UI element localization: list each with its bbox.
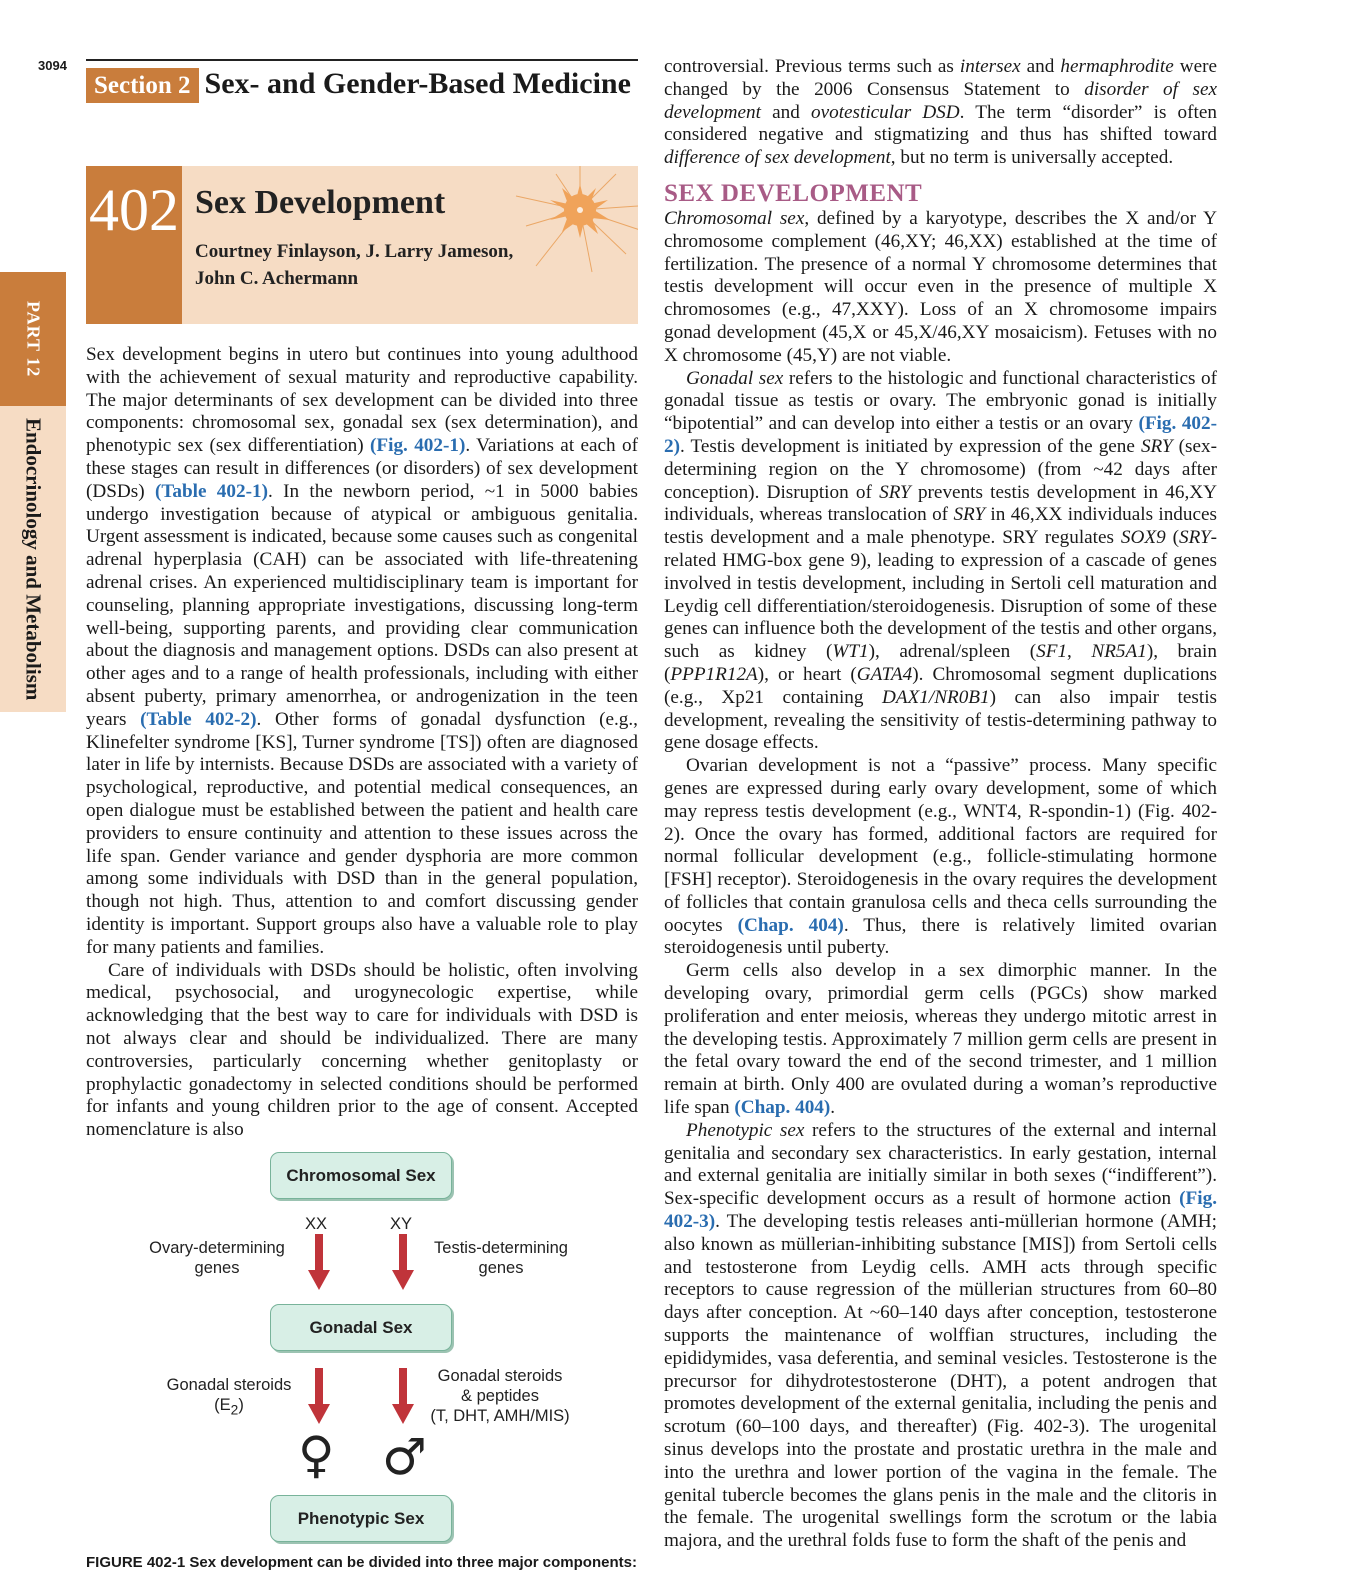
label-xx: XX xyxy=(305,1215,328,1233)
arrow-down-icon xyxy=(392,1234,414,1290)
side-tab-part xyxy=(0,272,66,406)
label-gonadal-steroids-e2: Gonadal steroids $(E_2)$ xyxy=(166,1376,292,1418)
section-tag: Section 2 xyxy=(86,68,199,103)
chapter-header xyxy=(86,166,638,324)
left-paragraph-1: Sex development begins in utero but continues into young adulthood with the achievement of sexual maturity and reproductive capability. The major determinants of sex development can be divided into three components: chromosomal sex, gonadal sex (sex determination), and phenotypic sex (sex differentiation) (Fig. 402-1). Variations at each of these stages can result in differences (or disorders) of sex development (DSDs) (Table 402-1). In the newborn period, ~1 in 5000 babies undergo investigation because of atypical or ambiguous genitalia. Urgent assessment is indicated, because some causes such as congenital adrenal hyperplasia (CAH) can be associated with life-threatening adrenal crises. An experienced multidisciplinary team is important for counseling, planning appropriate investigations, discussing long-term well-being, supporting parents, and providing clear communication about the diagnosis and management options. DSDs can also present at other ages and to a range of health professionals, including with either absent puberty, primary amenorrhea, or androgenization in the teen years (Table 402-2). Other forms of gonadal dysfunction (e.g., Klinefelter syndrome [KS], Turner syndrome [TS]) often are diagnosed later in life by internists. Because DSDs are associated with a variety of psychological, reproductive, and potential medical consequences, an open dialogue must be established between the patient and health care providers to ensure continuity and attention to these issues across the life span. Gender variance and gender dysphoria are more common among some individuals with DSD than in the general population, though not high. Thus, attention to and comfort discussing gender identity is important. Support groups also have a valuable role to play for many patients and families. xyxy=(86,344,638,958)
section-header xyxy=(86,66,646,106)
label-xy: XY xyxy=(390,1215,413,1233)
chapter-title: Sex Development xyxy=(195,184,446,221)
page-number: 3094 xyxy=(38,58,67,73)
ref-link-fig-402-2[interactable]: (Fig. 402-2) xyxy=(664,413,1217,457)
right-paragraph-3: Ovarian development is not a “passive” process. Many specific genes are expressed during early ovary development, some of which may repress testis development (e.g., WNT4, R-spondin-1) (Fig. 402-2). Once the ovary has formed, additional factors are required for normal follicular development (e.g., follicle-stimulating hormone [FSH] receptor). Steroidogenesis in the ovary requires the development of follicles that contain granulosa cells and theca cells surrounding the oocytes (Chap. 404). Thus, there is relatively limited ovarian steroidogenesis until puberty. xyxy=(664,755,1218,959)
figure-402-1 xyxy=(86,1140,638,1560)
section-title: Sex- and Gender-Based Medicine xyxy=(204,67,631,100)
label-gonadal-steroids-peptides: Gonadal steroids & peptides (T, DHT, AMH/MIS) xyxy=(430,1367,570,1425)
label-ovary-determining-genes: Ovary-determining genes xyxy=(149,1239,285,1277)
section-rule xyxy=(86,59,638,61)
side-tab-part-label: PART 12 xyxy=(23,300,44,378)
section-heading-sex-development: SEX DEVELOPMENT xyxy=(664,179,923,207)
ref-link-table-402-1[interactable]: (Table 402-1) xyxy=(154,480,268,502)
right-paragraph-5: Phenotypic sex refers to the structures of the external and internal genitalia and secondary sex characteristics. In early gestation, internal and external genitalia are initially similar in both sexes (“indifferent”). Sex-specific development occurs as a result of hormone action (Fig. 402-3). The developing testis releases anti-müllerian hormone (AMH; also known as müllerian-inhibiting substance [MIS]) from Sertoli cells and testosterone from Leydig cells. AMH acts through specific receptors to cause regression of the müllerian structures from 60–80 days after conception. At ~60–140 days after conception, testosterone supports the maintenance of wolffian structures, including the epididymides, vasa deferentia, and seminal vesicles. Testosterone is the precursor for dihydrotestosterone (DHT), a potent androgen that promotes development of the external genitalia, including the penis and scrotum (60–100 days, and thereafter) (Fig. 402-3). The urogenital sinus develops into the prostate and prostatic urethra in the male and into the urethra and lower portion of the vagina in the female. The genital tubercle becomes the glans penis in the male and the clitoris in the female. The urogenital swellings form the scrotum or the labia majora, and the urethral folds fuse to form the shaft of the penis and xyxy=(664,1119,1217,1552)
box-gonadal-sex: Gonadal Sex xyxy=(270,1304,452,1351)
arrow-down-icon xyxy=(392,1368,414,1424)
right-paragraph-0: controversial. Previous terms such as intersex and hermaphrodite were changed by the 2006 Consensus Statement to disorder of sex development and ovotesticular DSD. The term “disorder” is often considered negative and stigmatizing and thus has shifted toward difference of sex development, but no term is universally accepted. xyxy=(664,56,1217,169)
arrow-down-icon xyxy=(308,1368,330,1424)
ref-link-fig-402-1[interactable]: (Fig. 402-1) xyxy=(370,435,466,457)
ref-link-table-402-2[interactable]: (Table 402-2) xyxy=(140,708,257,730)
left-paragraph-2: Care of individuals with DSDs should be holistic, often involving medical, psychosocial, and urogynecologic expertise, while acknowledging that the best way to care for individuals with DSD is not always clear and should be individualized. There are many controversies, particularly concerning whether genitoplasty or prophylactic gonadectomy in selected conditions should be performed for infants and young children prior to the age of consent. Accepted nomenclature is also xyxy=(86,959,638,1141)
right-column xyxy=(664,56,1217,1553)
ref-link-chap-404[interactable]: (Chap. 404) xyxy=(737,914,844,936)
left-column xyxy=(86,344,638,1142)
side-tab-topic xyxy=(0,406,66,712)
chapter-authors xyxy=(195,238,513,292)
ink-splash-icon xyxy=(496,166,638,324)
chapter-number: 402 xyxy=(89,177,179,243)
female-symbol-icon: ♀ xyxy=(298,1426,335,1484)
right-paragraph-4: Germ cells also develop in a sex dimorphic manner. In the developing ovary, primordial germ cells (PGCs) show marked proliferation and enter meiosis, whereas they undergo mitotic arrest in the developing testis. Approximately 7 million germ cells are present in the fetal ovary toward the end of the second trimester, and 1 million remain at birth. Only 400 are ovulated during a woman’s reproductive life span (Chap. 404). xyxy=(664,960,1217,1119)
ref-link-chap-404-b[interactable]: (Chap. 404) xyxy=(734,1097,831,1119)
ref-link-fig-402-3[interactable]: (Fig. 402-3) xyxy=(664,1188,1217,1233)
box-chromosomal-sex: Chromosomal Sex xyxy=(270,1152,452,1199)
authors-line-2: John C. Achermann xyxy=(195,268,359,289)
authors-line-1: Courtney Finlayson, J. Larry Jameson, xyxy=(195,241,514,262)
side-tab-topic-label: Endocrinology and Metabolism xyxy=(21,417,46,701)
box-phenotypic-sex: Phenotypic Sex xyxy=(270,1495,452,1542)
label-testis-determining-genes: Testis-determining genes xyxy=(434,1239,568,1277)
male-symbol-icon: ♂ xyxy=(382,1428,427,1486)
right-paragraph-1: Chromosomal sex, defined by a karyotype, describes the X and/or Y chromosome complement (46,XY; 46,XX) established at the time of fertilization. The presence of a normal Y chromosome determines that testis development will occur even in the presence of multiple X chromosomes (e.g., 47,XXY). Loss of an X chromosome impairs gonad development (45,X or 45,X/46,XY mosaicism). Fetuses with no X chromosome (45,Y) are not viable. xyxy=(664,207,1217,366)
arrow-down-icon xyxy=(308,1234,330,1290)
chapter-number-block xyxy=(86,166,182,324)
right-paragraph-2: Gonadal sex refers to the histologic and functional characteristics of gonadal tissue as testis or ovary. The embryonic gonad is initially “bipotential” and can develop into either a testis or an ovary (Fig. 402-2). Testis development is initiated by expression of the gene SRY (sex-determining region on the Y chromosome) (from ~42 days after conception). Disruption of SRY prevents testis development in 46,XY individuals, whereas translocation of SRY in 46,XX individuals induces testis development and a male phenotype. SRY regulates SOX9 (SRY-related HMG-box gene 9), leading to expression of a cascade of genes involved in testis development, including in Sertoli cell maturation and Leydig cell differentiation/steroidogenesis. Disruption of some of these genes can influence both the development of the testis and other organs, such as kidney (WT1), adrenal/spleen (SF1, NR5A1), brain (PPP1R12A), or heart (GATA4). Chromosomal segment duplications (e.g., Xp21 containing DAX1/NR0B1) can also impair testis development, revealing the sensitivity of testis-determining pathway to gene dosage effects. xyxy=(664,367,1218,754)
figure-caption: FIGURE 402-1 Sex development can be divided into three major components: xyxy=(86,1554,637,1571)
